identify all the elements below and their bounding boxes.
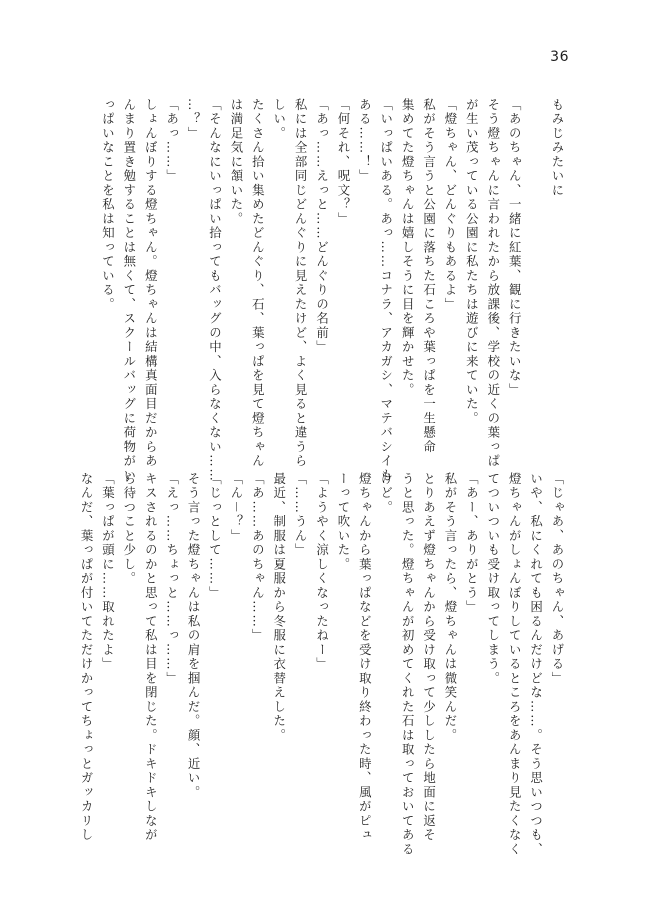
text-line: 私がそう言ったら、燈ちゃんは微笑んだ。 (442, 472, 458, 743)
text-line: 「じゃあ、あのちゃん、あげる」 (550, 472, 565, 686)
text-line: 「あっ……えっと……どんぐりの名前」 (314, 98, 330, 355)
text-line: なんだ、葉っぱが付いてただけかってちょっとガッカリし (79, 472, 95, 843)
text-line: っぱいなことを私は知っている。 (100, 98, 116, 312)
text-line: 集めてた燈ちゃんは嬉しそうに目を輝かせた。 (400, 98, 416, 398)
text-line: 「何それ、呪文？」 (335, 98, 351, 227)
text-line: キスされるのかと思って私は目を閉じた。ドキドキしなが (143, 472, 159, 843)
text-line: 私には全部同じどんぐりに見えたけど、よく見ると違うら (293, 98, 309, 469)
text-line: 最近、制服は夏服から冬服に衣替えした。 (271, 472, 287, 743)
text-line: 「そんなにいっぱい拾ってもバッグの中、入らなくない…… (207, 98, 223, 483)
text-line: ら待つこと少し。 (121, 472, 137, 586)
text-line: うと思った。燈ちゃんが初めてくれた石は取っておいてある (400, 472, 416, 857)
text-line: が生い茂っている公園に私たちは遊びに来ていた。 (464, 98, 480, 426)
text-line: ーって吹いた。 (335, 472, 351, 572)
text-line: てついついも受け取ってしまう。 (485, 472, 501, 686)
text-line: 私がそう言うと公園に落ちた石ころや葉っぱを一生懸命 (421, 98, 437, 455)
text-line: そう燈ちゃんに言われたから放課後、学校の近くの葉っぱ (485, 98, 501, 469)
text-line: 「あっ……」 (164, 98, 180, 184)
text-line: 「あ……あのちゃん……」 (250, 472, 266, 643)
text-line: けど。 (378, 472, 394, 515)
text-line: 燈ちゃんがしょんぼりしているところをあんまり見たくなく (507, 472, 523, 857)
text-line (525, 98, 546, 462)
text-line: 「いっぱいある。あっ……コナラ、アカガシ、マテバシイも (378, 98, 394, 483)
text-line: 「じっとして……」 (207, 472, 223, 601)
text-line: 「葉っぱが頭に……取れたよ」 (100, 472, 116, 672)
text-line: しい。 (271, 98, 287, 141)
text-line: 「あのちゃん、一緒に紅葉、観に行きたいな」 (507, 98, 523, 398)
text-line: 燈ちゃんから葉っぱなどを受け取り終わった時、風がピュ (357, 472, 373, 843)
text-line: 「えっ……ちょっと……っ……」 (164, 472, 180, 686)
text-line: 「あー、ありがとう」 (464, 472, 480, 615)
text-line: …？」 (186, 98, 202, 141)
text-line: そう言った燈ちゃんは私の肩を掴んだ。顔、近い。 (186, 472, 202, 800)
text-line: 「燈ちゃん、どんぐりもあるよ」 (442, 98, 458, 312)
bottom-text-column (79, 472, 568, 857)
text-line: たくさん拾い集めたどんぐり、石、葉っぱを見て燈ちゃん (250, 98, 266, 469)
text-line: もみじみたいに (550, 98, 565, 198)
text-line: いや、私にくれても困るんだけどな……。そう思いつつも、 (528, 472, 544, 857)
page-number: 36 (550, 49, 569, 65)
text-line: しょんぼりする燈ちゃん。燈ちゃんは結構真面目だからあ (143, 98, 159, 469)
text-line: 「ようやく涼しくなったねー」 (314, 472, 330, 672)
text-line: ある……！」 (357, 98, 373, 184)
text-line: 「……うん」 (293, 472, 309, 558)
text-line: とりあえず燈ちゃんから受け取って少ししたら地面に返そ (421, 472, 437, 843)
text-line: は満足気に頷いた。 (228, 98, 244, 227)
text-line: 「ん－？」 (228, 472, 244, 544)
top-text-column (93, 98, 568, 483)
text-line: んまり置き勉することは無くて、スクールバッグに荷物がい (121, 98, 137, 483)
